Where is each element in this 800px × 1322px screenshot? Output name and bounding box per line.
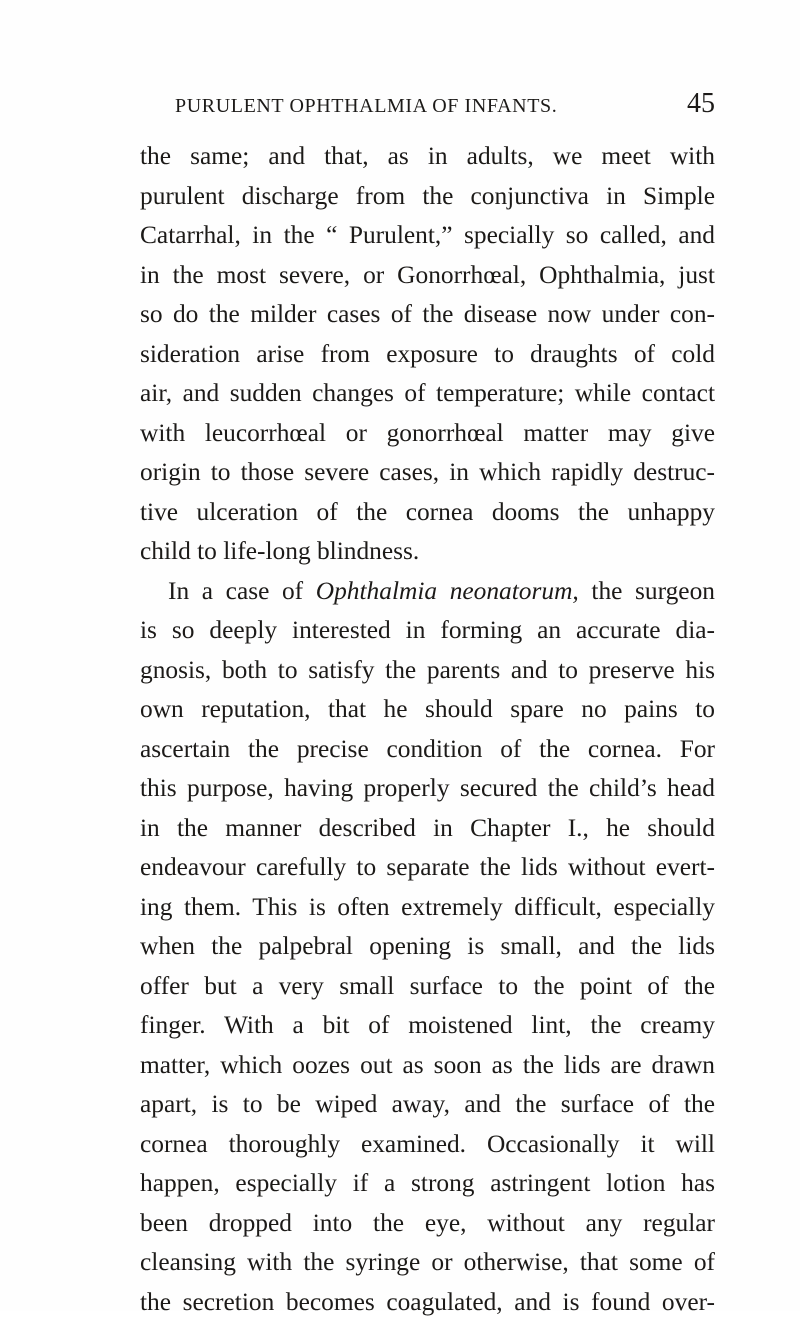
text-line: origin to those severe cases, in which rapidly destruc- [140,453,715,493]
text-line: own reputation, that he should spare no pains to [140,690,715,730]
running-header [175,88,715,118]
text-line: sideration arise from exposure to draughts of cold [140,335,715,375]
page-number: 45 [687,88,715,120]
first-line-text: In a case of [168,577,303,605]
text-line: air, and sudden changes of temperature; while contact [140,374,715,414]
text-line: this purpose, having properly secured the child’s head [140,769,715,809]
text-line: matter, which oozes out as soon as the lids are drawn [140,1046,715,1086]
text-line: is so deeply interested in forming an accurate dia- [140,611,715,651]
text-line: with leucorrhœal or gonorrhœal matter may give [140,414,715,454]
text-line: when the palpebral opening is small, and the lids [140,927,715,967]
text-line: child to life-long blindness. [140,532,715,572]
italic-term: Ophthalmia neonatorum, [316,577,579,605]
text-line: purulent discharge from the conjunctiva in Simple [140,177,715,217]
running-title: PURULENT OPHTHALMIA OF INFANTS. [175,95,557,118]
text-line: the secretion becomes coagulated, and is found over- [140,1283,715,1322]
text-line: so do the milder cases of the disease now under con- [140,295,715,335]
text-line: in the most severe, or Gonorrhœal, Ophthalmia, just [140,256,715,296]
text-line: ing them. This is often extremely difficult, especially [140,888,715,928]
paragraph-first-line [140,572,715,612]
text-line: happen, especially if a strong astringent lotion has [140,1164,715,1204]
text-line: endeavour carefully to separate the lids without evert- [140,848,715,888]
text-line: been dropped into the eye, without any regular [140,1204,715,1244]
body-text [140,137,715,1322]
text-line: the same; and that, as in adults, we meet with [140,137,715,177]
text-line: gnosis, both to satisfy the parents and to preserve his [140,651,715,691]
text-line: offer but a very small surface to the point of the [140,967,715,1007]
text-line: cornea thoroughly examined. Occasionally it will [140,1125,715,1165]
text-line: in the manner described in Chapter I., he should [140,809,715,849]
text-line: finger. With a bit of moistened lint, the creamy [140,1006,715,1046]
text-line: tive ulceration of the cornea dooms the unhappy [140,493,715,533]
text-line: apart, is to be wiped away, and the surface of the [140,1085,715,1125]
first-line-text: the surgeon [591,577,715,605]
text-line: ascertain the precise condition of the cornea. For [140,730,715,770]
text-line: Catarrhal, in the “ Purulent,” specially so called, and [140,216,715,256]
text-line: cleansing with the syringe or otherwise, that some of [140,1243,715,1283]
